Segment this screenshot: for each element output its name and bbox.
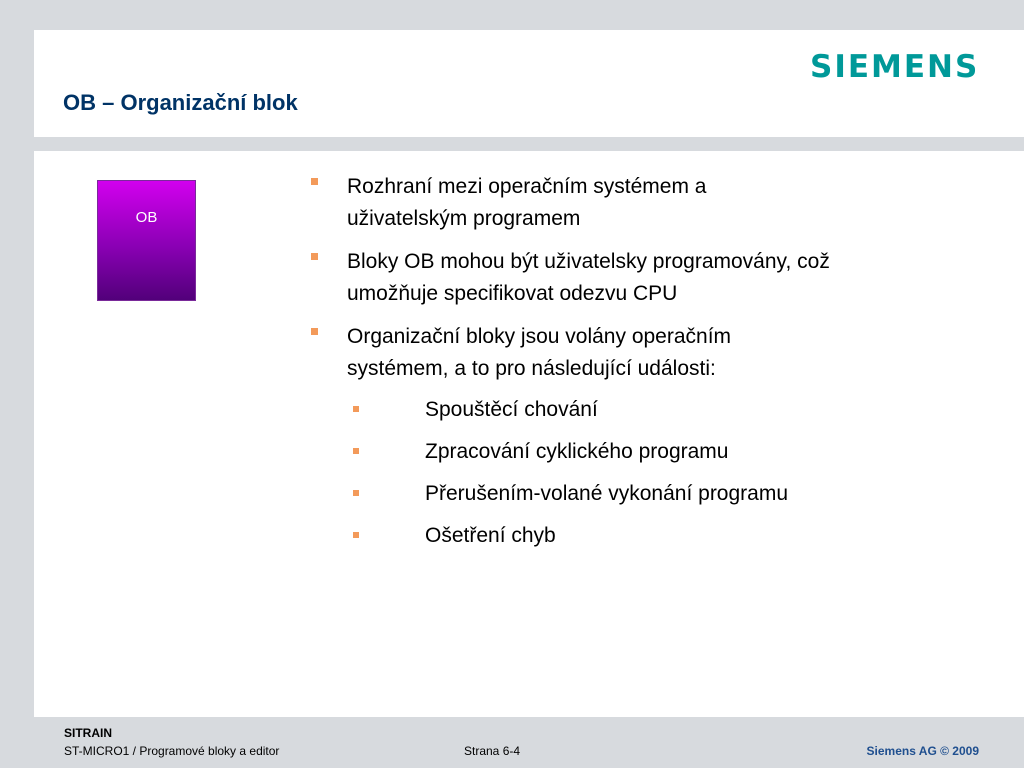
bullet-item bbox=[311, 321, 911, 385]
footer-copyright: Siemens AG © 2009 bbox=[866, 744, 979, 758]
square-bullet-icon bbox=[353, 406, 359, 412]
bullet-item bbox=[311, 246, 911, 310]
square-bullet-icon bbox=[311, 178, 318, 185]
slide-title: OB – Organizační blok bbox=[63, 90, 298, 115]
ob-block-graphic bbox=[97, 180, 196, 301]
sub-bullet-item bbox=[311, 522, 911, 564]
sub-bullet-item bbox=[311, 438, 911, 480]
square-bullet-icon bbox=[353, 490, 359, 496]
footer-page-number: Strana 6-4 bbox=[464, 744, 521, 758]
bullet-text: Organizační bloky jsou volány operačním systémem, a to pro následující události: bbox=[347, 325, 732, 380]
footer-course-title: ST-MICRO1 / Programové bloky a editor bbox=[64, 744, 280, 758]
sub-bullet-item bbox=[311, 396, 911, 438]
bullet-text: Bloky OB mohou být uživatelsky programovány, což umožňuje specifikovat odezvu CPU bbox=[347, 250, 830, 305]
square-bullet-icon bbox=[353, 448, 359, 454]
sub-bullet-text: Zpracování cyklického programu bbox=[425, 440, 729, 463]
bullet-item bbox=[311, 171, 911, 235]
footer-organization: SITRAIN bbox=[64, 726, 112, 740]
square-bullet-icon bbox=[311, 253, 318, 260]
bullet-list bbox=[311, 171, 911, 564]
sub-bullet-text: Ošetření chyb bbox=[425, 524, 556, 547]
slide-header bbox=[34, 30, 1024, 137]
slide-content bbox=[34, 151, 1024, 717]
square-bullet-icon bbox=[353, 532, 359, 538]
sub-bullet-item bbox=[311, 480, 911, 522]
square-bullet-icon bbox=[311, 328, 318, 335]
siemens-logo: SIEMENS bbox=[810, 49, 980, 85]
ob-block-label: OB bbox=[135, 209, 158, 226]
sub-bullet-text: Přerušením-volané vykonání programu bbox=[425, 482, 789, 505]
bullet-text: Rozhraní mezi operačním systémem a uživatelským programem bbox=[347, 175, 707, 230]
sub-bullet-text: Spouštěcí chování bbox=[425, 398, 598, 421]
